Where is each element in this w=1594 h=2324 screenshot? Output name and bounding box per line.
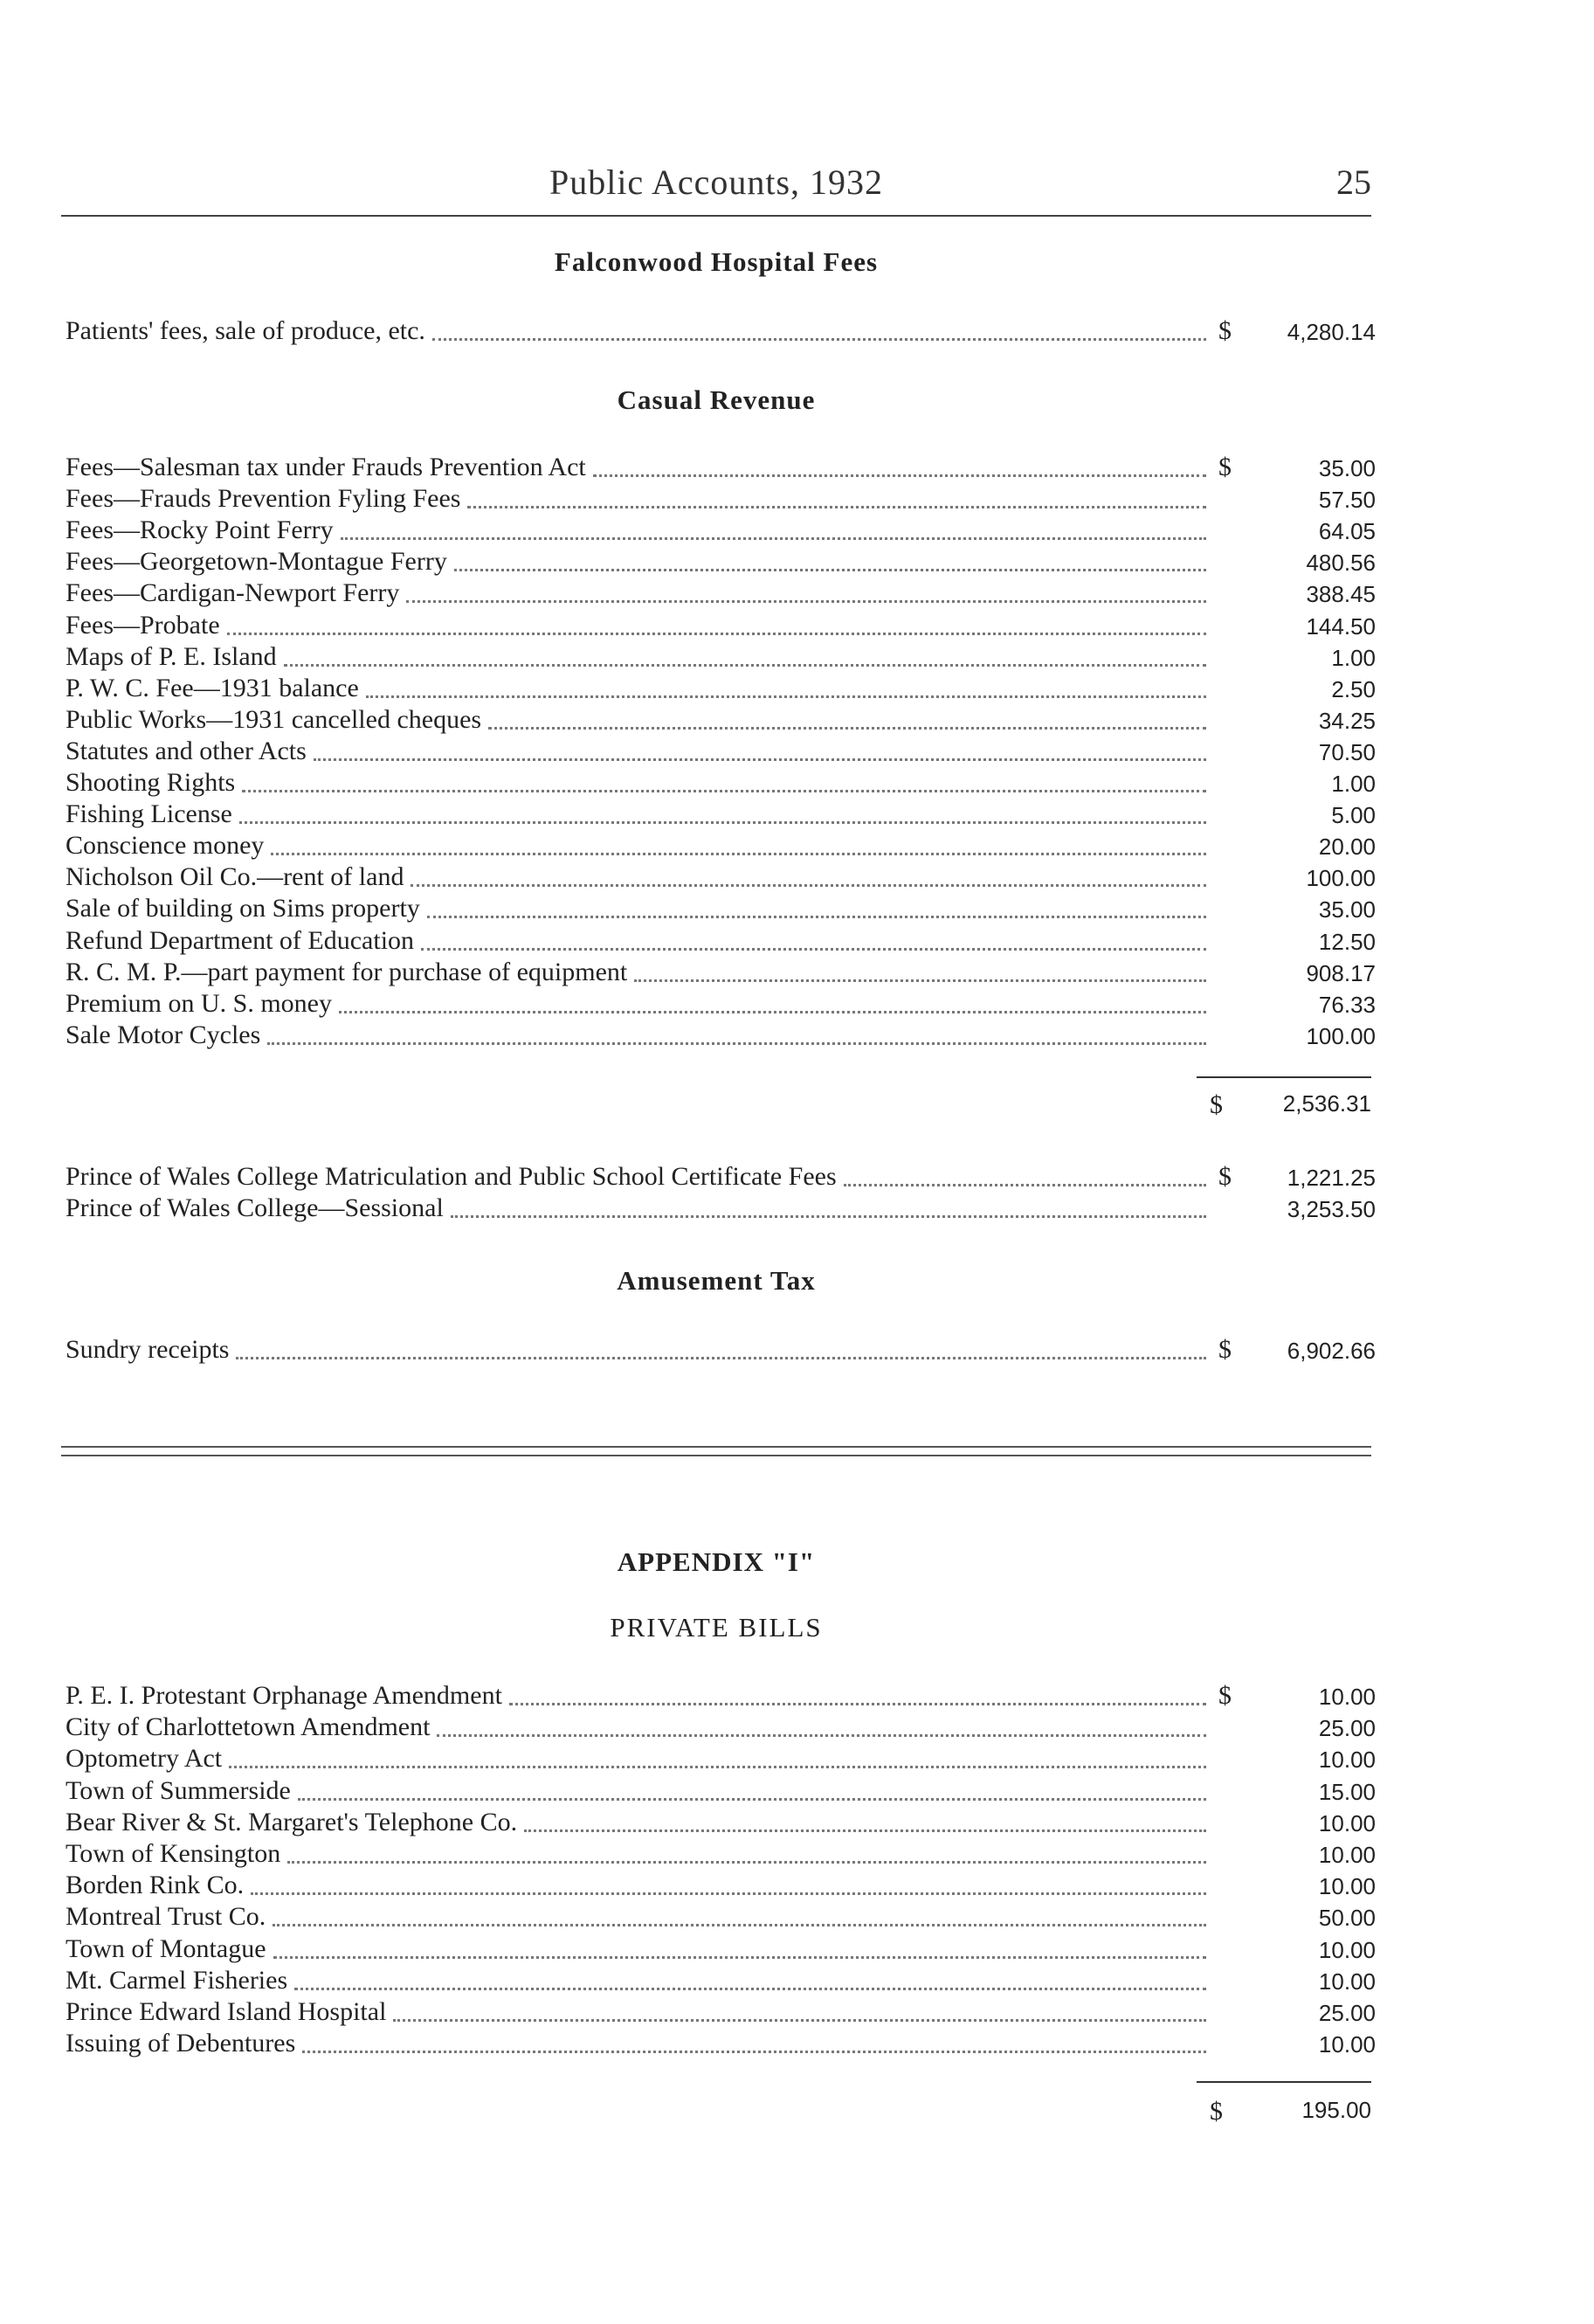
entry-label: Fees—Probate	[66, 610, 220, 640]
ledger-entry	[66, 451, 1376, 482]
currency-sign: $	[1218, 316, 1232, 345]
entry-label: Town of Kensington	[66, 1839, 281, 1868]
ledger-entry	[66, 829, 1376, 861]
leader-dots	[451, 1214, 1206, 1218]
entry-amount: 100.00	[1306, 1022, 1376, 1049]
leader-dots	[593, 474, 1206, 477]
entry-amount: 12.50	[1318, 928, 1376, 955]
leader-dots	[267, 1041, 1206, 1045]
currency-sign: $	[1210, 2097, 1223, 2126]
leader-dots	[341, 536, 1206, 540]
leader-dots	[251, 1892, 1206, 1895]
leader-dots	[236, 1356, 1206, 1359]
leader-dots	[524, 1829, 1206, 1832]
entry-amount: 144.50	[1306, 612, 1376, 640]
entry-label: Mt. Carmel Fisheries	[66, 1965, 288, 1995]
leader-dots	[411, 883, 1206, 887]
ledger-entry	[66, 735, 1376, 766]
leader-dots	[844, 1183, 1206, 1186]
entry-label: Prince of Wales College Matriculation and Public School Certificate Fees	[66, 1162, 837, 1191]
leader-dots	[273, 1955, 1206, 1959]
entry-amount: 1,221.25	[1287, 1165, 1376, 1191]
entry-label: Fees—Frauds Prevention Fyling Fees	[66, 484, 461, 514]
ledger-entry	[66, 315, 1376, 346]
ledger-entry	[66, 861, 1376, 892]
currency-sign: $	[1218, 453, 1232, 481]
casual-revenue-total	[1210, 1090, 1371, 1122]
ledger-entry	[66, 703, 1376, 735]
ledger-entry	[66, 609, 1376, 640]
entry-label: Fees—Cardigan-Newport Ferry	[66, 578, 400, 608]
leader-dots	[229, 1765, 1206, 1768]
ledger-entry	[66, 1869, 1376, 1900]
entry-amount: 64.05	[1318, 518, 1376, 545]
entry-amount: 57.50	[1318, 487, 1376, 514]
currency-sign: $	[1218, 1335, 1232, 1364]
leader-dots	[421, 947, 1206, 951]
entry-label: Fees—Rocky Point Ferry	[66, 515, 334, 545]
entry-label: Bear River & St. Margaret's Telephone Co.	[66, 1807, 518, 1836]
entry-amount: 10.00	[1318, 1842, 1376, 1868]
entry-amount: 388.45	[1306, 581, 1376, 608]
entry-label: Public Works—1931 cancelled cheques	[66, 704, 482, 734]
leader-dots	[454, 568, 1206, 571]
leader-dots	[239, 820, 1206, 824]
leader-dots	[284, 663, 1206, 667]
entry-amount: 15.00	[1318, 1778, 1376, 1805]
entry-label: P. E. I. Protestant Orphanage Amendment	[66, 1681, 502, 1710]
ledger-entry	[66, 545, 1376, 577]
leader-dots	[406, 599, 1206, 603]
entry-amount: 10.00	[1318, 1873, 1376, 1900]
section-heading-amusement-tax: Amusement Tax	[617, 1265, 816, 1296]
header-rule	[61, 215, 1371, 217]
entry-label: P. W. C. Fee—1931 balance	[66, 673, 359, 702]
entry-label: Prince Edward Island Hospital	[66, 1997, 387, 2026]
entry-label: Patients' fees, sale of produce, etc.	[66, 316, 425, 345]
entry-amount: 25.00	[1318, 2000, 1376, 2026]
entry-amount: 25.00	[1318, 1715, 1376, 1742]
leader-dots	[302, 2050, 1206, 2053]
leader-dots	[393, 2018, 1206, 2022]
entry-amount: 76.33	[1318, 991, 1376, 1018]
leader-dots	[467, 505, 1206, 508]
ledger-entry	[66, 1192, 1376, 1223]
entry-label: Refund Department of Education	[66, 925, 415, 955]
ledger-entry	[66, 1900, 1376, 1932]
leader-dots	[294, 1987, 1206, 1990]
entry-amount: 20.00	[1318, 833, 1376, 861]
entry-label: Nicholson Oil Co.—rent of land	[66, 862, 404, 892]
entry-amount: 50.00	[1318, 1905, 1376, 1932]
appendix-subheading: PRIVATE BILLS	[610, 1612, 823, 1643]
ledger-entry	[66, 1995, 1376, 2027]
leader-dots	[509, 1702, 1206, 1705]
ledger-entry	[66, 924, 1376, 956]
ledger-entry	[66, 1679, 1376, 1711]
total-amount: 2,536.31	[1282, 1090, 1371, 1117]
entry-label: City of Charlottetown Amendment	[66, 1712, 431, 1742]
entry-amount: 10.00	[1318, 1936, 1376, 1963]
leader-dots	[432, 337, 1206, 341]
entry-label: R. C. M. P.—part payment for purchase of equipment	[66, 957, 628, 986]
leader-dots	[488, 726, 1206, 730]
currency-sign: $	[1218, 1162, 1232, 1191]
ledger-entry	[66, 956, 1376, 987]
entry-label: Town of Summerside	[66, 1775, 291, 1805]
entry-label: Prince of Wales College—Sessional	[66, 1193, 444, 1222]
entry-label: Sale Motor Cycles	[66, 1020, 261, 1049]
entry-amount: 10.00	[1318, 1746, 1376, 1774]
ledger-entry	[66, 482, 1376, 514]
ledger-entry	[66, 1019, 1376, 1050]
leader-dots	[287, 1860, 1206, 1864]
ledger-entry	[66, 1964, 1376, 1995]
entry-amount: 908.17	[1306, 959, 1376, 986]
total-rule	[1197, 1076, 1371, 1078]
ledger-entry	[66, 1333, 1376, 1365]
entry-amount: 35.00	[1318, 896, 1376, 923]
entry-label: Montreal Trust Co.	[66, 1902, 266, 1932]
leader-dots	[298, 1797, 1206, 1801]
entry-amount: 34.25	[1318, 707, 1376, 734]
leader-dots	[427, 915, 1206, 918]
entry-amount: 5.00	[1331, 802, 1376, 829]
running-header	[61, 162, 1371, 211]
entry-amount: 4,280.14	[1287, 319, 1376, 345]
entry-amount: 35.00	[1318, 455, 1376, 481]
entry-amount: 2.50	[1331, 675, 1376, 702]
ledger-entry	[66, 1774, 1376, 1806]
entry-label: Issuing of Debentures	[66, 2029, 296, 2058]
currency-sign: $	[1210, 1090, 1223, 1119]
leader-dots	[273, 1923, 1206, 1926]
entry-amount: 3,253.50	[1287, 1196, 1376, 1222]
entry-label: Sundry receipts	[66, 1335, 230, 1364]
entry-amount: 10.00	[1318, 2031, 1376, 2058]
leader-dots	[634, 979, 1206, 982]
entry-amount: 100.00	[1306, 865, 1376, 892]
entry-label: Town of Montague	[66, 1933, 266, 1963]
entry-amount: 6,902.66	[1287, 1338, 1376, 1364]
ledger-entry	[66, 672, 1376, 703]
entry-label: Conscience money	[66, 831, 265, 861]
page-title: Public Accounts, 1932	[549, 163, 884, 202]
leader-dots	[271, 852, 1206, 855]
page-number: 25	[1336, 163, 1371, 202]
ledger-entry	[66, 1806, 1376, 1837]
appendix-heading: APPENDIX "I"	[617, 1546, 816, 1577]
leader-dots	[437, 1733, 1206, 1737]
entry-label: Fees—Salesman tax under Frauds Prevention Act	[66, 453, 586, 481]
leader-dots	[242, 789, 1206, 792]
section-heading-casual-revenue: Casual Revenue	[617, 384, 816, 415]
entry-label: Fees—Georgetown-Montague Ferry	[66, 547, 447, 577]
entry-amount: 10.00	[1318, 1684, 1376, 1710]
ledger-entry	[66, 1742, 1376, 1774]
entry-label: Maps of P. E. Island	[66, 641, 277, 671]
section-heading-falconwood: Falconwood Hospital Fees	[554, 246, 879, 277]
leader-dots	[227, 632, 1206, 635]
leader-dots	[366, 695, 1206, 698]
entry-amount: 480.56	[1306, 550, 1376, 577]
ledger-entry	[66, 892, 1376, 923]
ledger-entry	[66, 1160, 1376, 1192]
leader-dots	[314, 757, 1206, 761]
ledger-entry	[66, 2027, 1376, 2058]
currency-sign: $	[1218, 1681, 1232, 1710]
ledger-entry	[66, 640, 1376, 672]
entry-amount: 10.00	[1318, 1809, 1376, 1836]
entry-amount: 70.50	[1318, 738, 1376, 765]
section-divider	[61, 1446, 1371, 1456]
private-bills-total	[1210, 2097, 1371, 2128]
entry-label: Fishing License	[66, 799, 232, 829]
total-rule	[1197, 2081, 1371, 2083]
entry-amount: 1.00	[1331, 771, 1376, 797]
entry-label: Optometry Act	[66, 1744, 223, 1774]
entry-label: Premium on U. S. money	[66, 988, 332, 1018]
entry-label: Borden Rink Co.	[66, 1871, 245, 1900]
entry-label: Statutes and other Acts	[66, 736, 307, 765]
entry-label: Sale of building on Sims property	[66, 894, 420, 923]
leader-dots	[339, 1010, 1206, 1013]
ledger-entry	[66, 1837, 1376, 1869]
ledger-entry	[66, 1933, 1376, 1964]
entry-label: Shooting Rights	[66, 768, 236, 797]
ledger-entry	[66, 766, 1376, 798]
ledger-entry	[66, 798, 1376, 829]
entry-amount: 10.00	[1318, 1968, 1376, 1995]
ledger-entry	[66, 514, 1376, 545]
ledger-entry	[66, 1711, 1376, 1742]
total-amount: 195.00	[1301, 2097, 1371, 2123]
ledger-entry	[66, 577, 1376, 608]
ledger-entry	[66, 987, 1376, 1019]
entry-amount: 1.00	[1331, 644, 1376, 671]
